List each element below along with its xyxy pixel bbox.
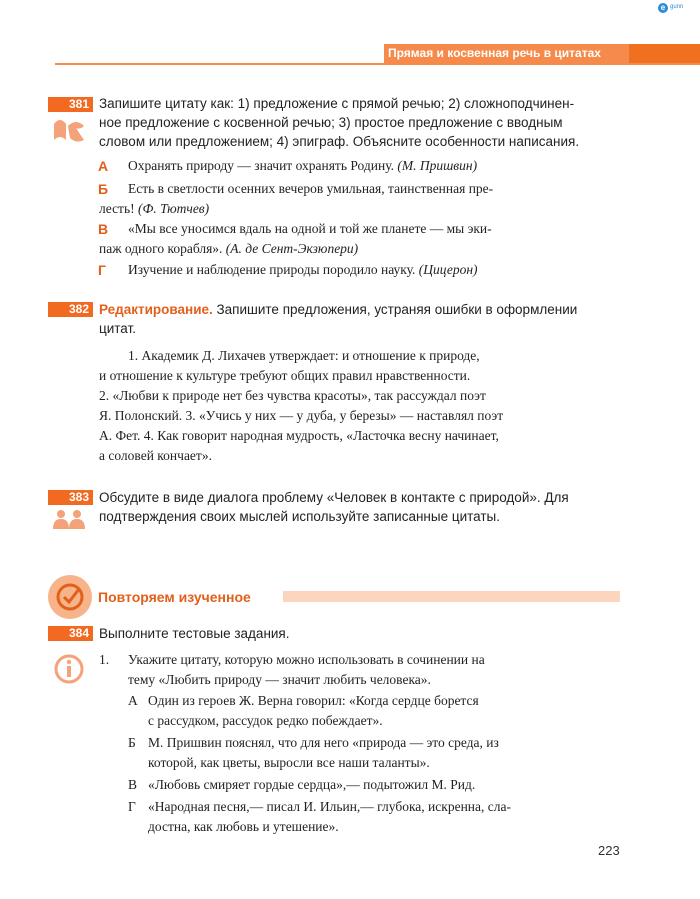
write-icon: [50, 116, 88, 146]
ex381-task-line2: ное предложение с косвенной речью; 3) простое предложение с вводным: [99, 115, 563, 130]
ex381-quote-a: Охранять природу — значит охранять Родину. (М. Пришвин): [128, 158, 478, 173]
ex384-option-a-line2: с рассудком, рассудок редко побеждает».: [148, 713, 383, 728]
ex384-option-v-line1: «Любовь смиряет гордые сердца»,— подытожил М. Рид.: [148, 777, 476, 792]
logo-mark: e: [658, 3, 668, 13]
ex381-quote-b-line1: Есть в светлости осенних вечеров умильная, таинственная пре-: [128, 181, 494, 196]
ex383-task-line1: Обсудите в виде диалога проблему «Человек в контакте с природой». Для: [99, 490, 569, 505]
ex384-question-number: 1.: [99, 652, 110, 667]
ex381-quote-b-line2: лесть! (Ф. Тютчев): [99, 201, 210, 216]
ex384-option-g-letter: Г: [128, 799, 136, 814]
ex381-letter-g: Г: [98, 262, 106, 278]
ex384-question-line2: тему «Любить природу — значит любить человека».: [128, 672, 431, 687]
ex382-body-line6: а соловей кончает».: [99, 448, 212, 463]
ex384-option-a-line1: Один из героев Ж. Верна говорил: «Когда сердце борется: [148, 693, 479, 708]
pair-discussion-icon: [52, 509, 86, 531]
header-rule: [55, 63, 700, 65]
exercise-number-384: 384: [48, 626, 93, 641]
exercise-number-383: 383: [48, 490, 93, 505]
ex381-letter-v: В: [98, 221, 109, 237]
ex381-task-line1: Запишите цитату как: 1) предложение с прямой речью; 2) сложноподчинен-: [99, 96, 575, 111]
info-icon: [53, 653, 85, 685]
repeat-icon: [52, 579, 88, 615]
section-bar: [283, 591, 620, 602]
ex384-option-b-line1: М. Пришвин пояснял, что для него «природа — это среда, из: [148, 735, 499, 750]
ex382-task-line2: цитат.: [99, 321, 136, 336]
ex384-option-g-line2: достна, как любовь и утешение».: [148, 819, 339, 834]
running-header: Прямая и косвенная речь в цитатах: [384, 44, 629, 63]
ex382-task-line1: Редактирование. Запишите предложения, устраняя ошибки в оформлении: [99, 302, 578, 317]
ex382-body-line3: 2. «Любви к природе нет без чувства красоты», так рассуждал поэт: [99, 388, 486, 403]
ex381-letter-b: Б: [98, 181, 109, 197]
ex382-body-line5: А. Фет. 4. Как говорит народная мудрость, «Ласточка весну начинает,: [99, 428, 499, 443]
ex382-body-line1: 1. Академик Д. Лихачев утверждает: и отношение к природе,: [128, 348, 480, 363]
ex381-quote-v-line2: паж одного корабля». (А. де Сент-Экзюпери): [99, 241, 359, 256]
ex384-option-a-letter: А: [128, 693, 138, 708]
ex384-option-b-letter: Б: [128, 735, 136, 750]
ex384-option-g-line1: «Народная песня,— писал И. Ильин,— глубока, искренна, сла-: [148, 799, 511, 814]
ex381-quote-g: Изучение и наблюдение природы породило науку. (Цицерон): [128, 262, 478, 277]
section-title: Повторяем изученное: [98, 589, 251, 605]
exercise-number-382: 382: [48, 302, 93, 317]
ex384-task: Выполните тестовые задания.: [99, 626, 290, 641]
ex384-option-v-letter: В: [128, 777, 138, 792]
ex382-body-line4: Я. Полонский. 3. «Учись у них — у дуба, у березы» — наставлял поэт: [99, 408, 504, 423]
header-tab: [629, 44, 700, 63]
ex383-task-line2: подтверждения своих мыслей используйте записанные цитаты.: [99, 509, 500, 524]
ex381-letter-a: А: [98, 158, 109, 174]
logo-text: gunn: [670, 4, 684, 10]
publisher-logo: [658, 2, 694, 14]
ex384-question-line1: Укажите цитату, которую можно использовать в сочинении на: [128, 652, 485, 667]
ex382-body-line2: и отношение к культуре требуют общих правил нравственности.: [99, 368, 471, 383]
exercise-number-381: 381: [48, 97, 93, 112]
page-number: 223: [598, 843, 620, 858]
ex384-option-b-line2: которой, как цветы, выросли все наши таланты».: [148, 755, 430, 770]
ex381-quote-v-line1: «Мы все уносимся вдаль на одной и той же планете — мы эки-: [128, 221, 492, 236]
ex381-task-line3: словом или предложением; 4) эпиграф. Объясните особенности написания.: [99, 134, 580, 149]
